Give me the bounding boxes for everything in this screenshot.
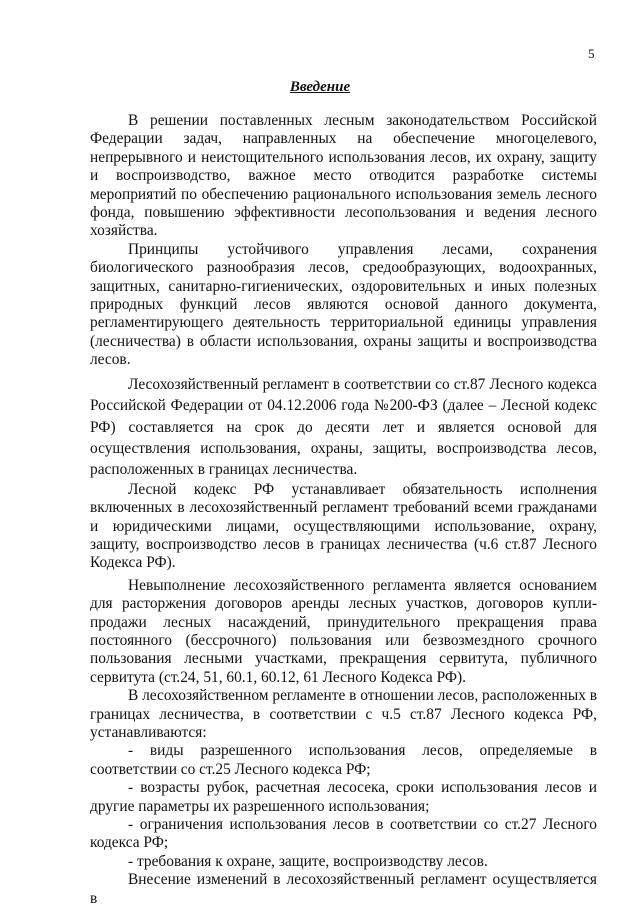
paragraph: В решении поставленных лесным законодательством Российской Федерации задач, направленных на обеспечение многоцелевого, непрерывного и неистощительного использования лесов, их охрану, защиту и воспроизводство, важное место отводится разработке системы мероприятий по обеспечению рационального использования земель лесного фонда, повышению эффективности лесопользования и ведения лесного хозяйства. <box>90 112 597 240</box>
list-item: - виды разрешенного использования лесов, определяемые в соответствии со ст.25 Лесного кодекса РФ; <box>90 742 597 778</box>
paragraph: Лесохозяйственный регламент в соответствии со ст.87 Лесного кодекса Российской Федерации от 04.12.2006 года №200-ФЗ (далее – Лесной кодекс РФ) составляется на срок до десяти лет и является основой для осуществления использования, охраны, защиты, воспроизводства лесов, расположенных в границах лесничества. <box>90 375 597 479</box>
document-body <box>90 112 597 908</box>
paragraph: В лесохозяйственном регламенте в отношении лесов, расположенных в границах лесничества, в соответствии с ч.5 ст.87 Лесного кодекса РФ, устанавливаются: <box>90 687 598 741</box>
paragraph: Принципы устойчивого управления лесами, сохранения биологического разнообразия лесов, средообразующих, водоохранных, защитных, санитарно-гигиенических, оздоровительных и иных полезных природных функций лесов являются основой данного документа, регламентирующего деятельность территориальной единицы управления (лесничества) в области использования, охраны защиты и воспроизводства лесов. <box>90 240 597 369</box>
closing-paragraph: Внесение изменений в лесохозяйственный регламент осуществляется в <box>90 871 597 907</box>
list-item: - возрасты рубок, расчетная лесосека, сроки использования лесов и другие параметры их разрешенного использования; <box>90 779 597 815</box>
list-item: - требования к охране, защите, воспроизводству лесов. <box>128 852 488 870</box>
page-title: Введение <box>289 79 351 95</box>
paragraph: Лесной кодекс РФ устанавливает обязательность исполнения включенных в лесохозяйственный регламент требований всеми гражданами и юридическими лицами, осуществляющими использование, охрану, защиту, воспроизводство лесов в границах лесничества (ч.6 ст.87 Лесного Кодекса РФ). <box>90 480 597 572</box>
page-number: 5 <box>588 46 595 61</box>
paragraph: Невыполнение лесохозяйственного регламента является основанием для расторжения договоров аренды лесных участков, договоров купли-продажи лесных насаждений, принудительного прекращения права постоянного (бессрочного) пользования или безвозмездного срочного пользования лесными участками, прекращения сервитута, публичного сервитута (ст.24, 51, 60.1, 60.12, 61 Лесного Кодекса РФ). <box>90 576 597 686</box>
list-item: - ограничения использования лесов в соответствии со ст.27 Лесного кодекса РФ; <box>90 816 597 852</box>
